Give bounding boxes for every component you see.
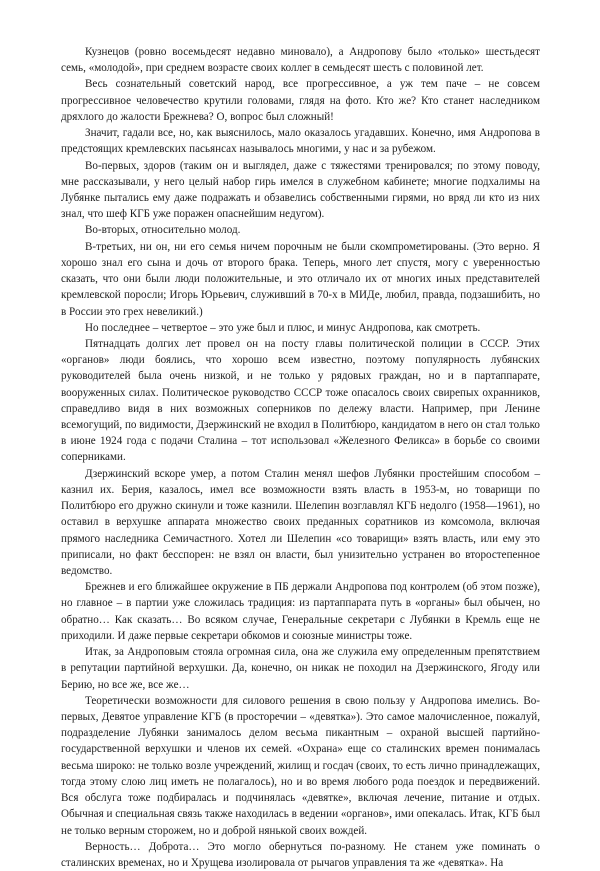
paragraph: Брежнев и его ближайшее окружение в ПБ держали Андропова под контролем (об этом позже), но главное – в партии уже сложилась традиция: из партаппарата путь в «органы» был обычен, но обратно… Как сказать… Во всяком случае, Генеральные секретари с Лубянки в Кремль еще не приходили. И даже первые секретари обкомов и союзные министры тоже. bbox=[61, 581, 540, 642]
paragraph: Но последнее – четвертое – это уже был и плюс, и минус Андропова, как смотреть. bbox=[85, 321, 481, 334]
page-text-body bbox=[61, 44, 540, 871]
paragraph: В-третьих, ни он, ни его семья ничем порочным не были скомпрометированы. (Это верно. Я хорошо знал его сына и дочь от второго брака. Теперь, много лет спустя, могу с уверенностью сказать, что они были люди положительные, и это отличало их от многих иных представителей кремлевской поросли; Игорь Юрьевич, служивший в 70-х в МИДе, любил, правда, подзашибить, но в России это грех невеликий.) bbox=[61, 240, 540, 318]
paragraph: Пятнадцать долгих лет провел он на посту главы политической полиции в СССР. Этих «органов» люди боялись, что хорошо всем известно, поэтому популярность лубянских руководителей была очень низкой, и не только у рядовых граждан, но и в партаппарате, вооруженных силах. Политическое руководство СССР тоже опасалось своих свирепых охранников, справедливо видя в них возможных соперников по дележу власти. Например, при Ленине всемогущий, по видимости, Дзержинский не входил в Политбюро, кандидатом в него он стал только в июне 1924 года с подачи Сталина – тот использовал «Железного Феликса» в борьбе со своими соперниками. bbox=[61, 337, 540, 464]
paragraph: Значит, гадали все, но, как выяснилось, мало оказалось угадавших. Конечно, имя Андропова в предстоящих кремлевских пасьянсах называлось многими, у нас и за рубежом. bbox=[61, 127, 540, 156]
paragraph: Во-первых, здоров (таким он и выглядел, даже с тяжестями тренировался; по этому поводу, мне рассказывали, у него целый набор гирь имелся в служебном кабинете; многие подхалимы на Лубянке пытались ему даже подражать и обзавелись собственными гирями, но вряд ли кто из них знал, что шеф КГБ уже поражен опаснейшим недугом). bbox=[61, 159, 540, 221]
paragraph: Итак, за Андроповым стояла огромная сила, она же служила ему определенным препятствием в репутации партийной верхушки. Да, конечно, он никак не походил на Дзержинского, Ягоду или Берию, но все же, все же… bbox=[61, 646, 540, 691]
paragraph: Кузнецов (ровно восемьдесят недавно миновало), а Андропову было «только» шестьдесят семь, «молодой», при среднем возрасте своих коллег в семьдесят шесть с половиной лет. bbox=[61, 46, 540, 75]
paragraph: Весь сознательный советский народ, все прогрессивное, а уж тем паче – не совсем прогрессивное человечество крутили головами, глядя на фото. Кто же? Кто станет наследником дряхлого до жалости Брежнева? О, вопрос был сложный! bbox=[61, 78, 540, 123]
paragraph: Во-вторых, относительно молод. bbox=[85, 224, 241, 237]
paragraph: Теоретически возможности для силового решения в свою пользу у Андропова имелись. Во-первых, Девятое управление КГБ (в просторечии – «девятка»). Это самое малочисленное, пожалуй, подразделение Лубянки занималось делом весьма пикантным – охраной высшей партийно-государственной верхушки и членов их семей. «Охрана» еще со сталинских времен понималась весьма широко: не только возле учреждений, жилищ и госдач (своих, то есть лично принадлежащих, тогда этому слою лиц иметь не полагалось), но и во время любого рода поездок и передвижений. Вся обслуга тоже подбиралась и подчинялась «девятке», включая лечение, питание и отдых. Обычная и специальная связь также находилась в ведении «органов», ими опекалась. Итак, КГБ был не только верным сторожем, но и доброй нянькой своих вождей. bbox=[61, 694, 541, 837]
paragraph: Верность… Доброта… Это могло обернуться по-разному. Не станем уже поминать о сталинских временах, но и Хрущева изолировала от рычагов управления та же «девятка». На bbox=[61, 840, 540, 869]
paragraph: Дзержинский вскоре умер, а потом Сталин менял шефов Лубянки простейшим способом – казнил их. Берия, казалось, имел все возможности взять власть в 1953-м, но товарищи по Политбюро его дружно скинули и тоже казнили. Шелепин возглавлял КГБ недолго (1958—1961), но оставил в верхушке аппарата множество своих преданных соратников из комсомола, включая прямого наследника Семичастного. Хотел ли Шелепин «со товарищи» взять власть, или ему это приписали, но факт бесспорен: не взял он власти, был унизительно устранен во второстепенное ведомство. bbox=[61, 467, 540, 577]
